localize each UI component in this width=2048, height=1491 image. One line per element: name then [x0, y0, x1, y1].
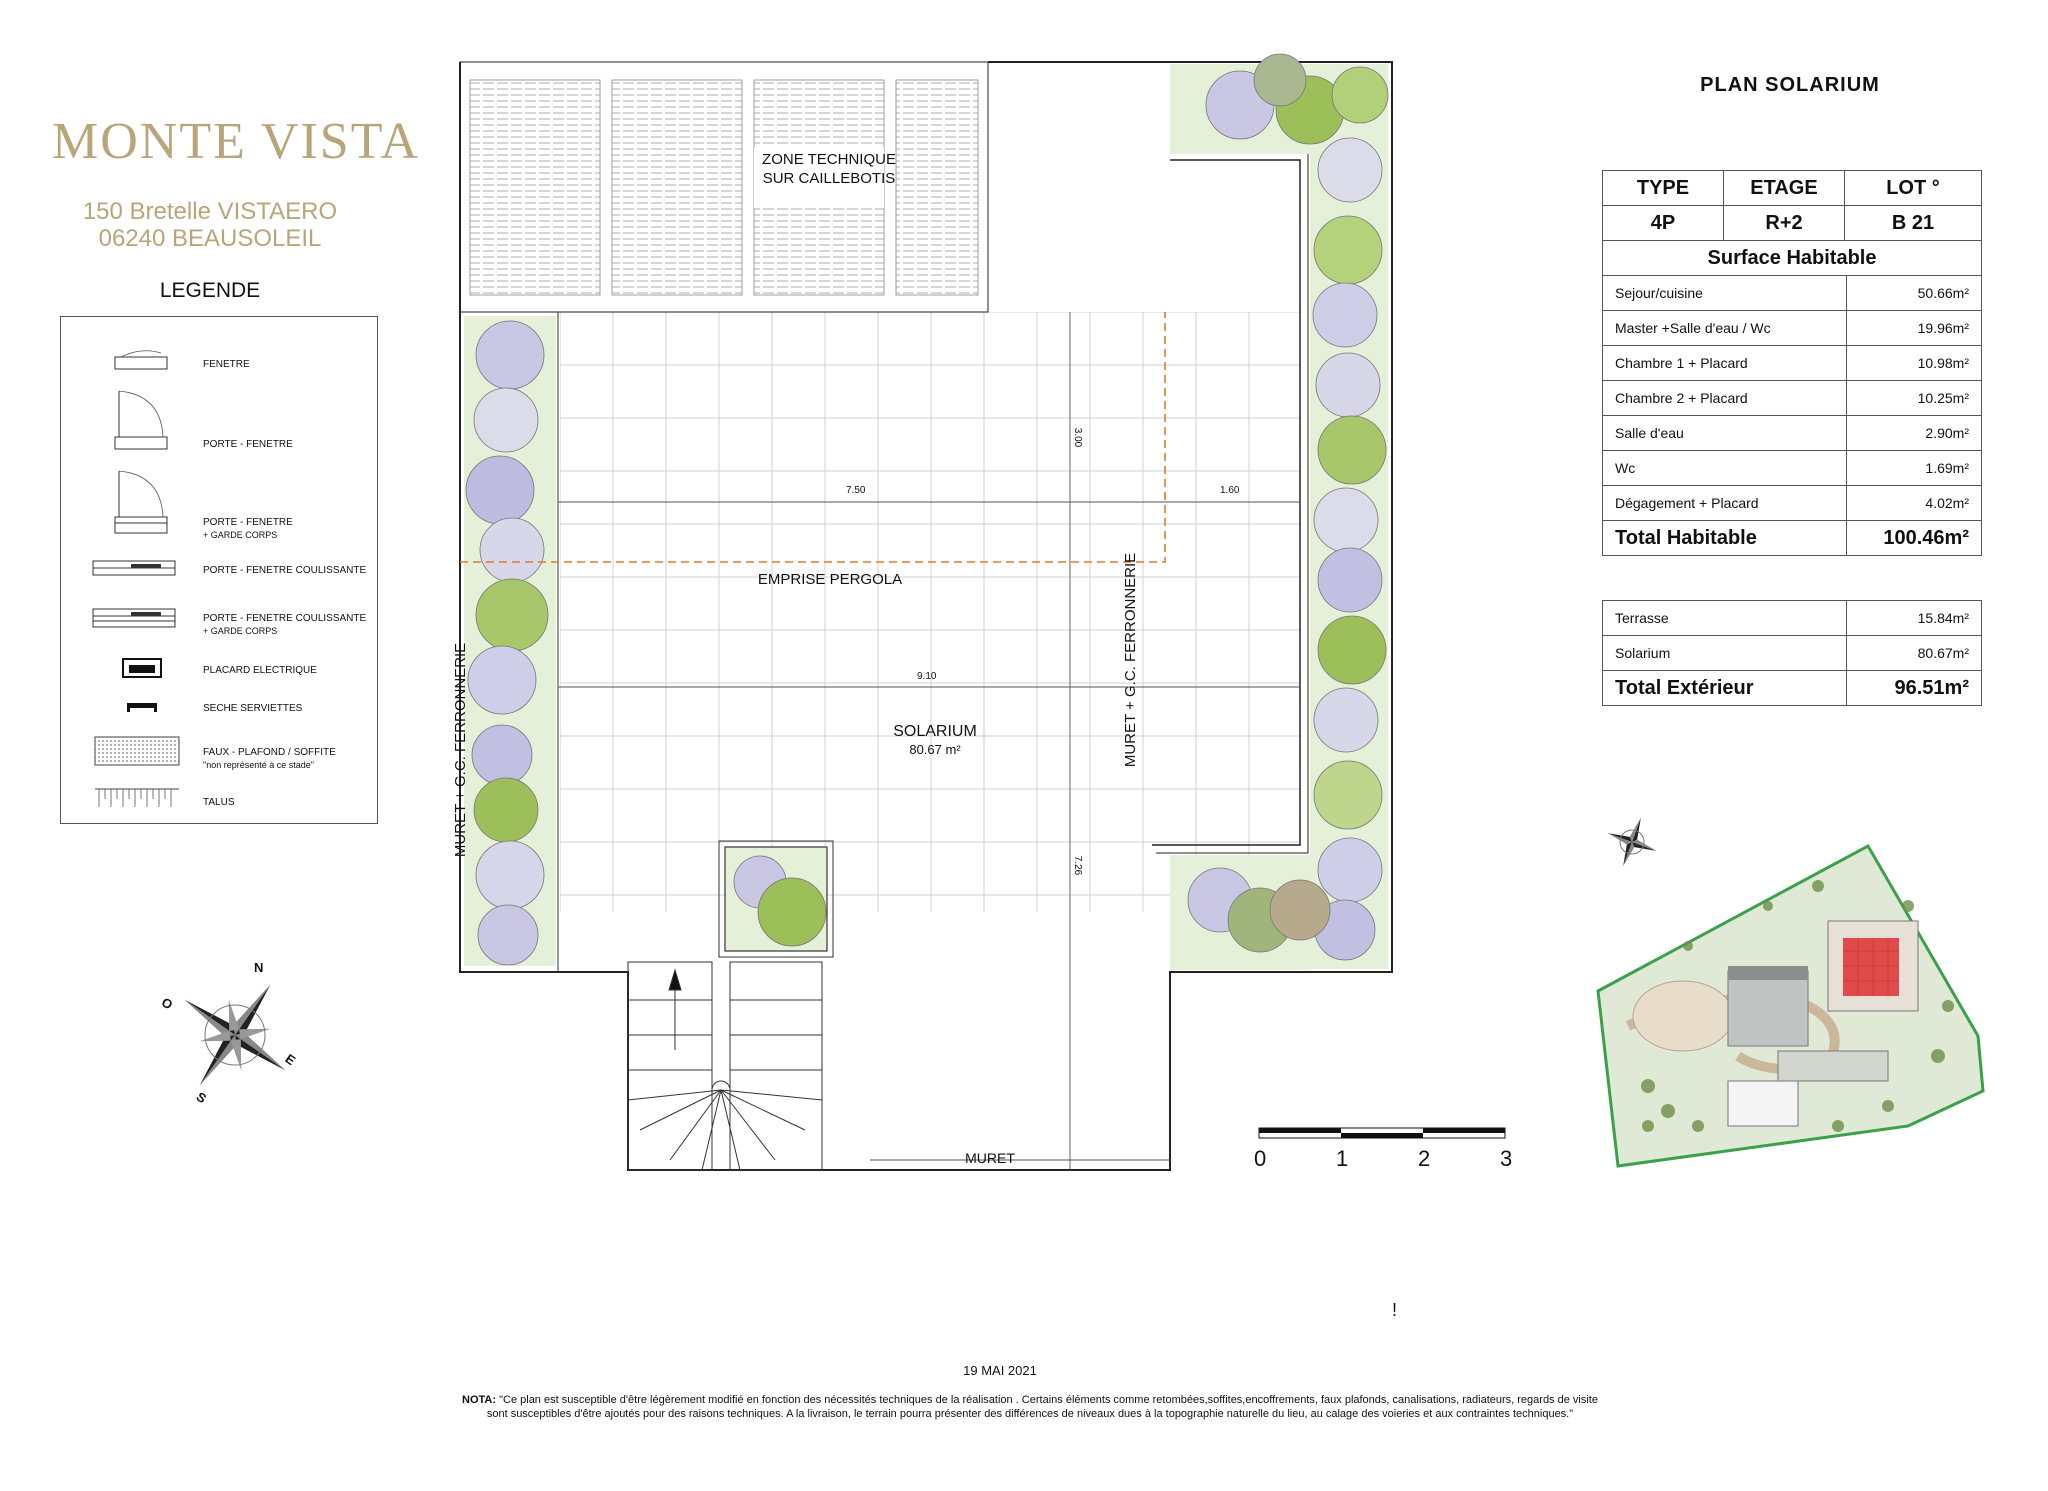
legend-label: PORTE - FENETRE COULISSANTE + GARDE CORPS [203, 613, 367, 636]
room-area: 2.90m² [1847, 416, 1982, 451]
legend-item-coulissante [61, 553, 379, 593]
table-row [1603, 346, 1982, 381]
scale-bar [1258, 1126, 1508, 1142]
muret-left-label: MURET + G.C. FERRONNERIE [452, 642, 469, 858]
emprise-pergola-label: EMPRISE PERGOLA [757, 571, 903, 588]
legend-item-placard-electrique [61, 655, 379, 695]
footnote [340, 1393, 1720, 1421]
room-area: 4.02m² [1847, 486, 1982, 521]
dimension-300: 3.00 [1072, 427, 1084, 448]
room-area: 50.66m² [1847, 276, 1982, 311]
legend-title: LEGENDE [159, 279, 261, 302]
value-lot: B 21 [1845, 206, 1982, 241]
exterior-table [1602, 600, 1982, 706]
table-row [1603, 636, 1982, 671]
caillebotis-label: SUR CAILLEBOTIS [762, 170, 896, 187]
towel-dryer-icon [125, 697, 185, 717]
total-exterieur-value: 96.51m² [1847, 671, 1982, 706]
table-row [1603, 486, 1982, 521]
compass-o: O [158, 994, 176, 1013]
legend-label: PORTE - FENETRE COULISSANTE [203, 565, 367, 576]
table-row [1603, 381, 1982, 416]
room-name: Wc [1603, 451, 1847, 486]
legend-item-fenetre [61, 345, 379, 385]
legend-label: SECHE SERVIETTES [203, 703, 303, 714]
plan-date: 19 MAI 2021 [963, 1363, 1037, 1378]
room-name: Chambre 1 + Placard [1603, 346, 1847, 381]
legend-label: PORTE - FENETRE [203, 439, 293, 450]
slope-hatch-icon [93, 785, 183, 815]
exterior-area: 80.67m² [1847, 636, 1982, 671]
table-row [1603, 416, 1982, 451]
exterior-name: Terrasse [1603, 601, 1847, 636]
legend-item-coulissante-gc [61, 601, 379, 641]
room-name: Salle d'eau [1603, 416, 1847, 451]
footnote-line-1: "Ce plan est susceptible d'être légèrement modifié en fonction des nécessités techniques de la réalisation . Certains éléments comme retombées,soffites,encoffrements, faux plafonds, canalisations, radiateurs, regards de visite [499, 1394, 1598, 1406]
legend-label: TALUS [203, 797, 235, 808]
sliding-door-guard-symbol-icon [91, 601, 177, 635]
dimension-160: 1.60 [1220, 485, 1240, 496]
window-symbol-icon [113, 345, 169, 375]
room-name: Chambre 2 + Placard [1603, 381, 1847, 416]
value-type: 4P [1603, 206, 1724, 241]
muret-bottom-label: MURET [965, 1150, 1015, 1166]
table-row [1603, 601, 1982, 636]
staircase [628, 962, 822, 1170]
legend-label: FENETRE [203, 359, 250, 370]
dimension-910: 9.10 [917, 671, 937, 682]
floor-plan [440, 50, 1420, 1200]
legend-item-porte-fenetre [61, 387, 379, 457]
table-row-total [1603, 671, 1982, 706]
legend-item-seche-serviettes [61, 697, 379, 737]
compass-s: S [193, 1088, 210, 1107]
compass-e: E [282, 1050, 299, 1069]
legend-box [60, 316, 378, 824]
header-lot: LOT ° [1845, 171, 1982, 206]
total-exterieur-label: Total Extérieur [1603, 671, 1847, 706]
room-area: 19.96m² [1847, 311, 1982, 346]
door-window-guard-symbol-icon [113, 467, 169, 537]
value-etage: R+2 [1724, 206, 1845, 241]
compass-rose-icon [160, 960, 310, 1110]
zone-technique-label: ZONE TECHNIQUE [762, 151, 896, 168]
footnote-label: NOTA: [462, 1394, 497, 1406]
table-row [1603, 276, 1982, 311]
table-row [1603, 451, 1982, 486]
scale-tick: 0 [1254, 1146, 1267, 1171]
site-plan-thumbnail [1588, 826, 1988, 1176]
summary-table [1602, 170, 1982, 241]
room-area: 10.25m² [1847, 381, 1982, 416]
room-area: 1.69m² [1847, 451, 1982, 486]
false-ceiling-hatch-icon [93, 735, 183, 769]
dimension-750: 7.50 [846, 485, 866, 496]
stray-mark: ! [1392, 1300, 1398, 1320]
legend-label: PLACARD ELECTRIQUE [203, 665, 317, 676]
scale-tick: 1 [1336, 1146, 1349, 1171]
solarium-area: 80.67 m² [909, 742, 961, 757]
scale-tick: 2 [1418, 1146, 1431, 1171]
surface-title: Surface Habitable [1603, 241, 1982, 276]
header-etage: ETAGE [1724, 171, 1845, 206]
muret-right-label: MURET + G.C. FERRONNERIE [1122, 552, 1139, 768]
scale-tick: 3 [1500, 1146, 1513, 1171]
legend-item-talus [61, 785, 379, 825]
legend-item-faux-plafond [61, 735, 379, 775]
electrical-cupboard-icon [121, 655, 181, 685]
total-habitable-label: Total Habitable [1603, 521, 1847, 556]
brand-logo: MONTE VISTA [52, 113, 420, 170]
address-line-1: 150 Bretelle VISTAERO [82, 198, 338, 225]
dimension-726: 7.26 [1072, 855, 1084, 876]
room-name: Sejour/cuisine [1603, 276, 1847, 311]
plan-title: PLAN SOLARIUM [1700, 74, 1880, 96]
solarium-label: SOLARIUM [893, 723, 977, 740]
legend-label: FAUX - PLAFOND / SOFFITE "non représenté à ce stade" [203, 747, 336, 770]
compass-n: N [254, 960, 264, 975]
legend-label: PORTE - FENETRE + GARDE CORPS [203, 517, 293, 540]
legend-item-porte-fenetre-gc [61, 467, 379, 539]
total-habitable-value: 100.46m² [1847, 521, 1982, 556]
table-row [1603, 311, 1982, 346]
address-line-2: 06240 BEAUSOLEIL [98, 225, 322, 252]
sliding-door-symbol-icon [91, 553, 177, 583]
lot-highlight [1843, 938, 1899, 996]
header-type: TYPE [1603, 171, 1724, 206]
room-area: 10.98m² [1847, 346, 1982, 381]
exterior-name: Solarium [1603, 636, 1847, 671]
room-name: Dégagement + Placard [1603, 486, 1847, 521]
table-row-total [1603, 521, 1982, 556]
surface-table [1602, 240, 1982, 556]
room-name: Master +Salle d'eau / Wc [1603, 311, 1847, 346]
exterior-area: 15.84m² [1847, 601, 1982, 636]
door-window-symbol-icon [113, 387, 169, 455]
footnote-line-2: sont susceptibles d'être ajoutés pour des raisons techniques. A la livraison, le terrain pourra présenter des différences de niveaux dues à la topographie naturelle du lieu, au calage des voieries et aux contraintes techniques." [486, 1408, 1574, 1420]
